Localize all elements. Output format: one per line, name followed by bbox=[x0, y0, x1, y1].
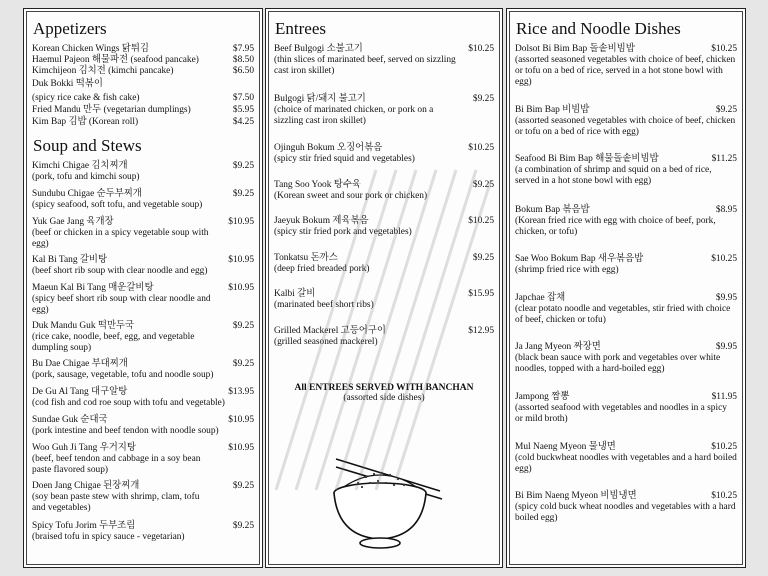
menu-item bbox=[32, 93, 254, 104]
item-description: (a combination of shrimp and squid on a bed of rice, served in a hot stone bowl with egg) bbox=[515, 165, 712, 186]
item-price: $9.25 bbox=[232, 161, 254, 171]
item-name: Kal Bi Tang 갈비탕 bbox=[32, 255, 108, 265]
item-price: $10.25 bbox=[468, 216, 494, 226]
item-description: (spicy seafood, soft tofu, and vegetable soup) bbox=[32, 200, 203, 210]
item-price: $10.25 bbox=[468, 44, 494, 54]
item-name: Duk Bokki 떡볶이 bbox=[32, 79, 103, 89]
menu-item bbox=[32, 161, 254, 183]
menu-item bbox=[32, 105, 254, 116]
item-price: $9.95 bbox=[715, 293, 737, 303]
menu-item bbox=[515, 154, 737, 187]
banchan-note-block bbox=[266, 383, 502, 403]
menu-item bbox=[32, 359, 254, 381]
item-price: $9.95 bbox=[715, 342, 737, 352]
item-description: (choice of marinated chicken, or pork on a sizzling cast iron skillet) bbox=[274, 105, 434, 126]
item-price: $7.50 bbox=[232, 93, 254, 103]
menu-item bbox=[515, 442, 737, 475]
appetizers-heading: Appetizers bbox=[33, 19, 107, 38]
item-description: (assorted seasoned vegetables with choice of beef, chicken or tofu on a bed of rice, served in a hot stone bowl with egg) bbox=[515, 55, 736, 87]
menu-item bbox=[274, 44, 494, 77]
item-price: $9.25 bbox=[715, 105, 737, 115]
item-name: Bi Bim Naeng Myeon 비빔냉면 bbox=[515, 491, 637, 501]
menu-item bbox=[274, 94, 494, 127]
item-price: $8.50 bbox=[232, 55, 254, 65]
item-price: $9.25 bbox=[232, 359, 254, 369]
item-price: $15.95 bbox=[468, 289, 494, 299]
menu-item bbox=[515, 342, 737, 375]
item-name: Mul Naeng Myeon 물냉면 bbox=[515, 442, 616, 452]
item-name: Doen Jang Chigae 된장찌개 bbox=[32, 481, 140, 491]
item-name: Bu Dae Chigae 부대찌개 bbox=[32, 359, 128, 369]
menu-item bbox=[515, 392, 737, 425]
item-name: Japchae 잡채 bbox=[515, 293, 566, 303]
item-description: (braised tofu in spicy sauce - vegetarian) bbox=[32, 532, 185, 542]
item-description: (assorted seafood with vegetables and noodles in a spicy or mild broth) bbox=[515, 403, 727, 424]
item-description: (beef or chicken in a spicy vegetable soup with egg) bbox=[32, 228, 209, 249]
item-name: Kalbi 갈비 bbox=[274, 289, 316, 299]
item-name: Kimchijeon 김치전 (kimchi pancake) bbox=[32, 66, 174, 76]
item-name: Fried Mandu 만두 (vegetarian dumplings) bbox=[32, 105, 191, 115]
item-price: $10.95 bbox=[228, 217, 254, 227]
item-price: $9.25 bbox=[472, 180, 494, 190]
item-price: $7.95 bbox=[232, 44, 254, 54]
banchan-subtitle: (assorted side dishes) bbox=[343, 393, 425, 403]
menu-item bbox=[515, 254, 737, 276]
menu-item bbox=[274, 326, 494, 348]
menu-item bbox=[274, 289, 494, 311]
item-price: $12.95 bbox=[468, 326, 494, 336]
menu-item bbox=[32, 443, 254, 476]
item-price: $10.95 bbox=[228, 443, 254, 453]
item-name: Sae Woo Bokum Bap 새우볶음밥 bbox=[515, 254, 644, 264]
item-price: $10.25 bbox=[711, 491, 737, 501]
item-price: $10.25 bbox=[711, 254, 737, 264]
item-price: $11.95 bbox=[711, 392, 737, 402]
item-name: Tonkatsu 돈까스 bbox=[274, 253, 338, 263]
item-name: Seafood Bi Bim Bap 해물돌솥비빔밥 bbox=[515, 154, 659, 164]
item-name: Bokum Bap 볶음밥 bbox=[515, 205, 590, 215]
menu-item bbox=[32, 55, 254, 66]
item-price: $9.25 bbox=[232, 321, 254, 331]
menu-item bbox=[32, 521, 254, 543]
menu-item bbox=[32, 217, 254, 250]
item-name: Jampong 짬뽕 bbox=[515, 392, 570, 402]
menu-item bbox=[32, 79, 254, 90]
item-name: Ja Jang Myeon 짜장면 bbox=[515, 342, 601, 352]
soups-heading: Soup and Stews bbox=[33, 136, 142, 155]
item-description: (marinated beef short ribs) bbox=[274, 300, 374, 310]
item-description: (shrimp fried rice with egg) bbox=[515, 265, 619, 275]
item-description: (spicy cold buck wheat noodles and vegetables with a hard boiled egg) bbox=[515, 502, 736, 523]
menu-item bbox=[515, 491, 737, 524]
item-price: $9.25 bbox=[232, 521, 254, 531]
menu-item bbox=[32, 189, 254, 211]
appetizers-soups-panel bbox=[23, 8, 263, 568]
item-name: Bulgogi 닭/돼지 불고기 bbox=[274, 94, 366, 104]
item-description: (spicy stir fried pork and vegetables) bbox=[274, 227, 412, 237]
item-description: (cod fish and cod roe soup with tofu and vegetable) bbox=[32, 398, 225, 408]
menu-item bbox=[515, 105, 737, 138]
item-price: $10.95 bbox=[228, 255, 254, 265]
bowl-foot bbox=[360, 538, 400, 548]
menu-item bbox=[32, 283, 254, 316]
item-description: (thin slices of marinated beef, served on sizzling cast iron skillet) bbox=[274, 55, 456, 76]
item-name: Maeun Kal Bi Tang 매운갈비탕 bbox=[32, 283, 154, 293]
menu-item bbox=[515, 293, 737, 326]
item-description: (pork intestine and beef tendon with noodle soup) bbox=[32, 426, 219, 436]
item-description: (Korean fried rice with egg with choice of beef, pork, chicken, or tofu) bbox=[515, 216, 716, 237]
menu-item bbox=[32, 387, 254, 409]
menu-item bbox=[32, 415, 254, 437]
item-name: Woo Guh Ji Tang 우거지탕 bbox=[32, 443, 136, 453]
menu-item bbox=[32, 117, 254, 128]
item-name: Sundubu Chigae 순두부찌개 bbox=[32, 189, 142, 199]
item-name: De Gu Al Tang 대구알탕 bbox=[32, 387, 128, 397]
item-price: $11.25 bbox=[711, 154, 737, 164]
item-description: (grilled seasoned mackerel) bbox=[274, 337, 378, 347]
menu-item bbox=[274, 253, 494, 275]
menu-item bbox=[274, 180, 494, 202]
item-name: Tang Soo Yook 탕수육 bbox=[274, 180, 361, 190]
item-name: Korean Chicken Wings 닭튀김 bbox=[32, 44, 149, 54]
rice-noodle-panel bbox=[506, 8, 746, 568]
item-name: Kim Bap 김밥 (Korean roll) bbox=[32, 117, 139, 127]
menu-item bbox=[32, 44, 254, 55]
menu-item bbox=[32, 481, 254, 514]
item-price: $4.25 bbox=[232, 117, 254, 127]
item-description: (Korean sweet and sour pork or chicken) bbox=[274, 191, 428, 201]
item-name: Dolsot Bi Bim Bap 돌솥비빔밥 bbox=[515, 44, 635, 54]
item-name: Kimchi Chigae 김치찌개 bbox=[32, 161, 128, 171]
item-name: Bi Bim Bap 비빔밥 bbox=[515, 105, 590, 115]
item-name: Beef Bulgogi 소불고기 bbox=[274, 44, 363, 54]
bowl-body bbox=[334, 493, 426, 539]
item-description: (pork, sausage, vegetable, tofu and noodle soup) bbox=[32, 370, 214, 380]
item-name: Yuk Gae Jang 육개장 bbox=[32, 217, 114, 227]
item-price: $6.50 bbox=[232, 66, 254, 76]
item-description: (cold buckwheat noodles with vegetables and a hard boiled egg) bbox=[515, 453, 737, 474]
item-price: $5.95 bbox=[232, 105, 254, 115]
item-price: $10.25 bbox=[468, 143, 494, 153]
menu-item bbox=[274, 216, 494, 238]
item-description: (rice cake, noodle, beef, egg, and vegetable dumpling soup) bbox=[32, 332, 195, 353]
item-name: Duk Mandu Guk 떡만두국 bbox=[32, 321, 135, 331]
item-name: Haemul Pajeon 해물파전 (seafood pancake) bbox=[32, 55, 199, 65]
item-description: (spicy stir fried squid and vegetables) bbox=[274, 154, 415, 164]
item-price: $10.25 bbox=[711, 44, 737, 54]
item-description: (beef short rib soup with clear noodle and egg) bbox=[32, 266, 208, 276]
menu-item bbox=[274, 143, 494, 165]
menu-item bbox=[32, 255, 254, 277]
item-description: (clear potato noodle and vegetables, stir fried with choice of beef, chicken or tofu) bbox=[515, 304, 731, 325]
item-price: $10.25 bbox=[711, 442, 737, 452]
item-price: $9.25 bbox=[472, 94, 494, 104]
item-price: $9.25 bbox=[232, 481, 254, 491]
menu-item bbox=[515, 44, 737, 88]
menu-item bbox=[32, 66, 254, 77]
item-description: (deep fried breaded pork) bbox=[274, 264, 370, 274]
item-name: Ojinguh Bokum 오징어볶음 bbox=[274, 143, 383, 153]
entrees-panel bbox=[265, 8, 503, 568]
menu-item bbox=[515, 205, 737, 238]
menu-item bbox=[32, 321, 254, 354]
item-description: (spicy beef short rib soup with clear noodle and egg) bbox=[32, 294, 211, 315]
banchan-title: All ENTREES SERVED WITH BANCHAN bbox=[294, 383, 474, 393]
item-price: $9.25 bbox=[232, 189, 254, 199]
rice-bowl-illustration bbox=[318, 439, 448, 554]
entrees-heading: Entrees bbox=[275, 19, 326, 38]
item-price: $9.25 bbox=[472, 253, 494, 263]
rice-noodle-heading: Rice and Noodle Dishes bbox=[516, 19, 681, 38]
item-name: Jaeyuk Bokum 제육볶음 bbox=[274, 216, 369, 226]
item-name: (spicy rice cake & fish cake) bbox=[32, 93, 140, 103]
item-name: Sundae Guk 순대국 bbox=[32, 415, 108, 425]
item-description: (soy bean paste stew with shrimp, clam, tofu and vegetables) bbox=[32, 492, 200, 513]
item-price: $10.95 bbox=[228, 415, 254, 425]
item-description: (black bean sauce with pork and vegetables over white noodles, topped with a hard-boiled egg) bbox=[515, 353, 721, 374]
item-description: (pork, tofu and kimchi soup) bbox=[32, 172, 140, 182]
item-name: Grilled Mackerel 고등어구이 bbox=[274, 326, 386, 336]
item-price: $13.95 bbox=[228, 387, 254, 397]
item-price: $8.95 bbox=[715, 205, 737, 215]
item-name: Spicy Tofu Jorim 두부조림 bbox=[32, 521, 136, 531]
item-price: $10.95 bbox=[228, 283, 254, 293]
item-description: (assorted seasoned vegetables with choice of beef, chicken or tofu on a bed of rice with egg) bbox=[515, 116, 736, 137]
item-description: (beef, beef tendon and cabbage in a soy bean paste flavored soup) bbox=[32, 454, 201, 475]
